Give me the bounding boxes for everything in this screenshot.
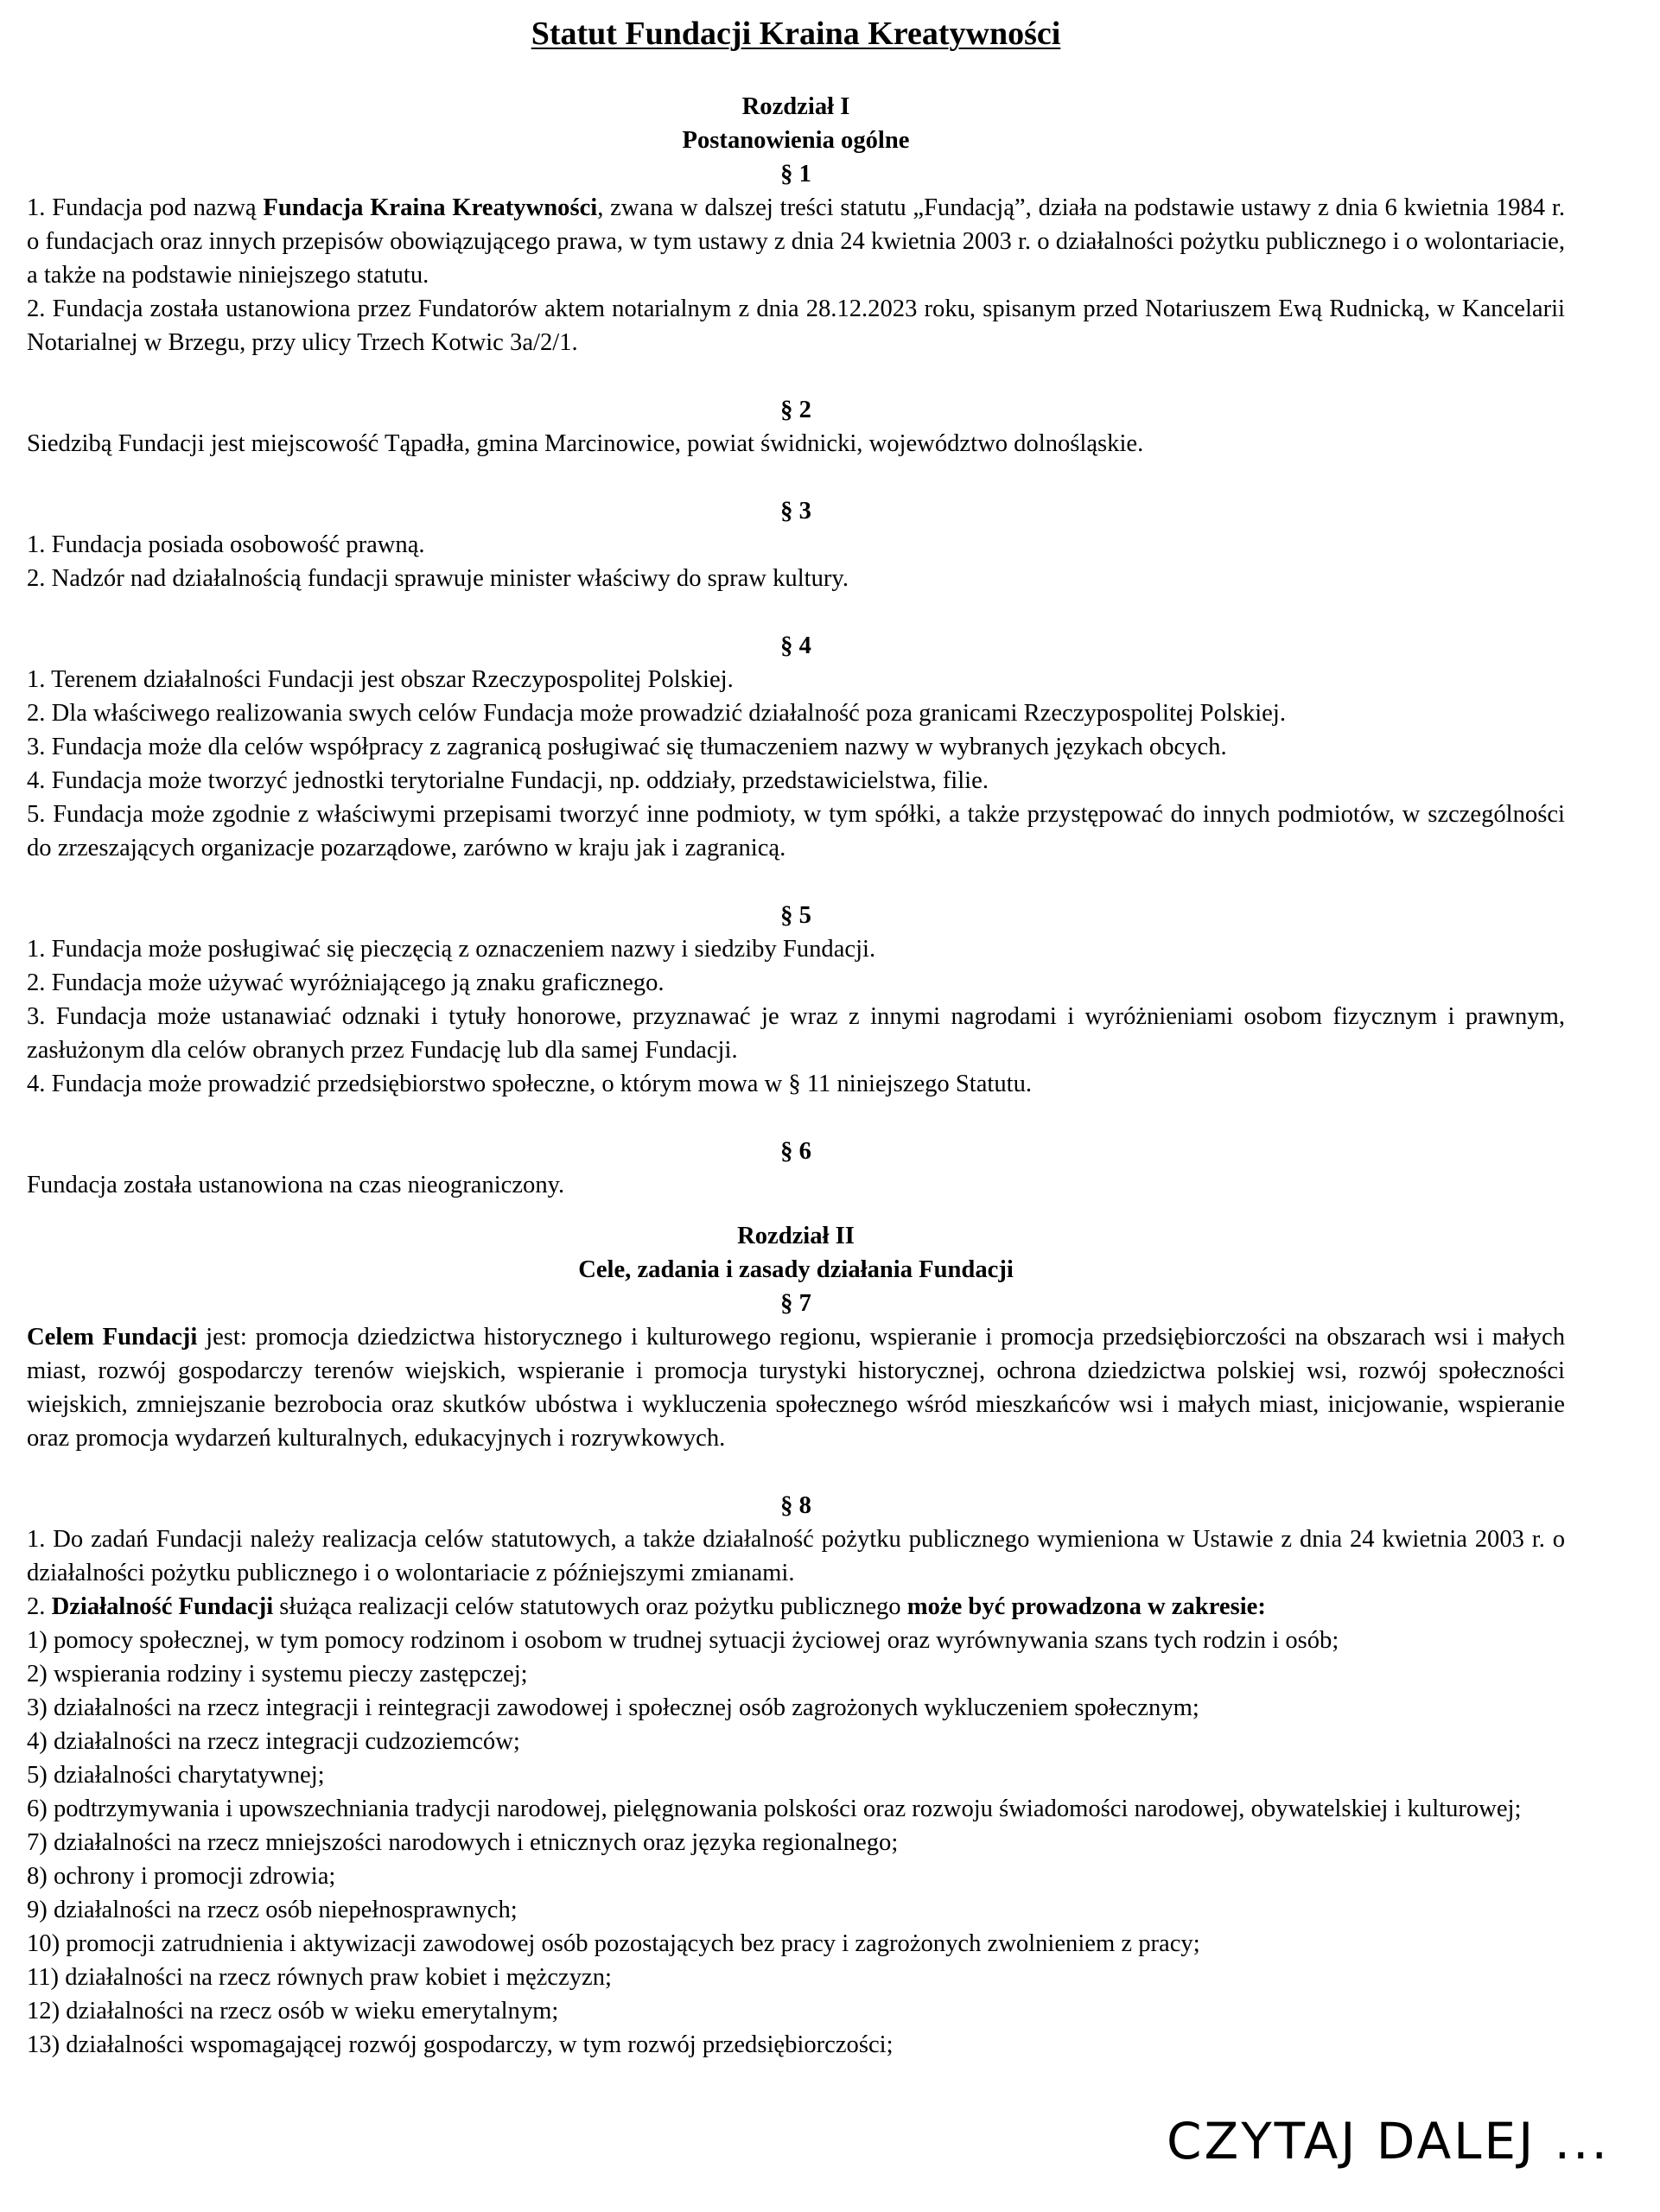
spacer — [27, 1101, 1565, 1135]
goal-label: Celem Fundacji — [27, 1324, 198, 1351]
scope-label: może być prowadzona w zakresie: — [906, 1593, 1266, 1620]
section-8-item: 1) pomocy społecznej, w tym pomocy rodzinom i osobom w trudnej sytuacji życiowej oraz wyrównywania szans tych rodzin i osób; — [27, 1627, 1339, 1654]
section-5-item: 1. Fundacja może posługiwać się pieczęcią z oznaczeniem nazwy i siedziby Fundacji. — [27, 936, 876, 963]
section-8-item: 11) działalności na rzecz równych praw kobiet i mężczyzn; — [27, 1964, 612, 1991]
section-2-paragraph: Siedzibą Fundacji jest miejscowość Tąpadła, gmina Marcinowice, powiat świdnicki, województwo dolnośląskie. — [27, 430, 1144, 457]
section-1-paragraph-1 — [27, 191, 1565, 292]
spacer — [27, 595, 1565, 629]
document-page — [27, 10, 1565, 2062]
section-8-item: 13) działalności wspomagającej rozwój gospodarczy, w tym rozwój przedsiębiorczości; — [27, 2031, 894, 2058]
text-run: służąca realizacji celów statutowych oraz pożytku publicznego — [273, 1593, 907, 1620]
text-run: , zwana w dalszej treści statutu „Fundacją”, działa na podstawie ustawy z dnia 6 kwietnia 1984 r. o fundacjach oraz innych przepisów obowiązującego prawa, w tym ustawy z dnia 24 kwietnia 2003 r. o działalności pożytku publicznego i o wolontariacie, a także na podstawie niniejszego statutu. — [27, 194, 1565, 289]
section-4-item: 4. Fundacja może tworzyć jednostki terytorialne Fundacji, np. oddziały, przedstawicielstwa, filie. — [27, 767, 989, 794]
section-3-sign: § 3 — [780, 498, 811, 524]
section-4-item: 2. Dla właściwego realizowania swych celów Fundacja może prowadzić działalność poza granicami Rzeczypospolitej Polskiej. — [27, 700, 1286, 727]
chapter-1-heading: Postanowienia ogólne — [682, 127, 910, 154]
spacer — [27, 1202, 1565, 1219]
section-1-sign: § 1 — [780, 161, 811, 188]
section-5-sign: § 5 — [780, 902, 811, 929]
section-7-paragraph — [27, 1320, 1565, 1455]
section-7-sign: § 7 — [780, 1290, 811, 1317]
section-3-item: 1. Fundacja posiada osobowość prawną. — [27, 531, 425, 558]
section-4-item: 1. Terenem działalności Fundacji jest obszar Rzeczypospolitej Polskiej. — [27, 666, 734, 693]
section-4-item: 3. Fundacja może dla celów współpracy z zagranicą posługiwać się tłumaczeniem nazwy w wybranych językach obcych. — [27, 734, 1227, 760]
section-8-item: 7) działalności na rzecz mniejszości narodowych i etnicznych oraz języka regionalnego; — [27, 1829, 899, 1856]
section-2-sign: § 2 — [780, 397, 811, 423]
spacer — [27, 1455, 1565, 1489]
section-6-paragraph: Fundacja została ustanowiona na czas nieograniczony. — [27, 1172, 565, 1198]
chapter-1-label: Rozdział I — [741, 93, 850, 120]
chapter-2-label: Rozdział II — [737, 1223, 855, 1249]
spacer — [27, 461, 1565, 494]
chapter-2-heading: Cele, zadania i zasady działania Fundacji — [578, 1256, 1014, 1283]
section-8-item: 8) ochrony i promocji zdrowia; — [27, 1863, 336, 1890]
section-8-item: 10) promocji zatrudnienia i aktywizacji zawodowej osób pozostających bez pracy i zagrożonych zwolnieniem z pracy; — [27, 1930, 1200, 1957]
section-1-paragraph-2: 2. Fundacja została ustanowiona przez Fundatorów aktem notarialnym z dnia 28.12.2023 roku, spisanym przed Notariuszem Ewą Rudnicką, w Kancelarii Notarialnej w Brzegu, przy ulicy Trzech Kotwic 3a/2/1. — [27, 296, 1565, 356]
text-run: 2. — [27, 1593, 52, 1620]
section-4-sign: § 4 — [780, 632, 811, 659]
spacer — [27, 359, 1565, 393]
section-5-item: 4. Fundacja może prowadzić przedsiębiorstwo społeczne, o którym mowa w § 11 niniejszego Statutu. — [27, 1071, 1033, 1097]
spacer — [27, 865, 1565, 899]
section-8-item: 12) działalności na rzecz osób w wieku emerytalnym; — [27, 1998, 559, 2024]
section-8-paragraph-1: 1. Do zadań Fundacji należy realizacja celów statutowych, a także działalność pożytku publicznego wymieniona w Ustawie z dnia 24 kwietnia 2003 r. o działalności pożytku publicznego i o wolontariacie z późniejszymi zmianami. — [27, 1526, 1565, 1586]
section-6-sign: § 6 — [780, 1138, 811, 1165]
read-more-link[interactable]: CZYTAJ DALEJ ... — [1167, 2112, 1610, 2171]
section-3-item: 2. Nadzór nad działalnością fundacji sprawuje minister właściwy do spraw kultury. — [27, 565, 849, 592]
section-4-item: 5. Fundacja może zgodnie z właściwymi przepisami tworzyć inne podmioty, w tym spółki, a także przystępować do innych podmiotów, w szczególności do zrzeszających organizacje pozarządowe, zarówno w kraju jak i zagranicą. — [27, 801, 1565, 861]
text-run: jest: promocja dziedzictwa historycznego i kulturowego regionu, wspieranie i promocja przedsiębiorczości na obszarach wsi i małych miast, rozwój gospodarczy terenów wiejskich, wspieranie i promocja turystyki historycznej, ochrona dziedzictwa polskiej wsi, rozwój społeczności wiejskich, zmniejszanie bezrobocia oraz skutków ubóstwa i wykluczenia społecznego wśród mieszkańców wsi i małych miast, inicjowanie, wspieranie oraz promocja wydarzeń kulturalnych, edukacyjnych i rozrywkowych. — [27, 1324, 1565, 1452]
document-title: Statut Fundacji Kraina Kreatywności — [531, 16, 1061, 52]
section-8-item: 3) działalności na rzecz integracji i reintegracji zawodowej i społecznej osób zagrożonych wykluczeniem społecznym; — [27, 1694, 1199, 1721]
section-8-item: 5) działalności charytatywnej; — [27, 1762, 325, 1789]
section-8-item: 4) działalności na rzecz integracji cudzoziemców; — [27, 1728, 520, 1755]
text-run: 1. Fundacja pod nazwą — [27, 194, 264, 221]
section-5-item: 2. Fundacja może używać wyróżniającego ją znaku graficznego. — [27, 969, 665, 996]
foundation-name: Fundacja Kraina Kreatywności — [263, 194, 598, 221]
activity-label: Działalność Fundacji — [51, 1593, 274, 1620]
section-5-item: 3. Fundacja może ustanawiać odznaki i tytuły honorowe, przyznawać je wraz z innymi nagrodami i wyróżnieniami osobom fizycznym i prawnym, zasłużonym dla celów obranych przez Fundację lub dla samej Fundacji. — [27, 1003, 1565, 1064]
section-8-item: 9) działalności na rzecz osób niepełnosprawnych; — [27, 1897, 518, 1923]
section-8-paragraph-2 — [27, 1590, 1565, 1624]
section-8-item: 6) podtrzymywania i upowszechniania tradycji narodowej, pielęgnowania polskości oraz rozwoju świadomości narodowej, obywatelskiej i kulturowej; — [27, 1796, 1522, 1822]
section-8-sign: § 8 — [780, 1492, 811, 1519]
section-8-item: 2) wspierania rodziny i systemu pieczy zastępczej; — [27, 1661, 528, 1688]
